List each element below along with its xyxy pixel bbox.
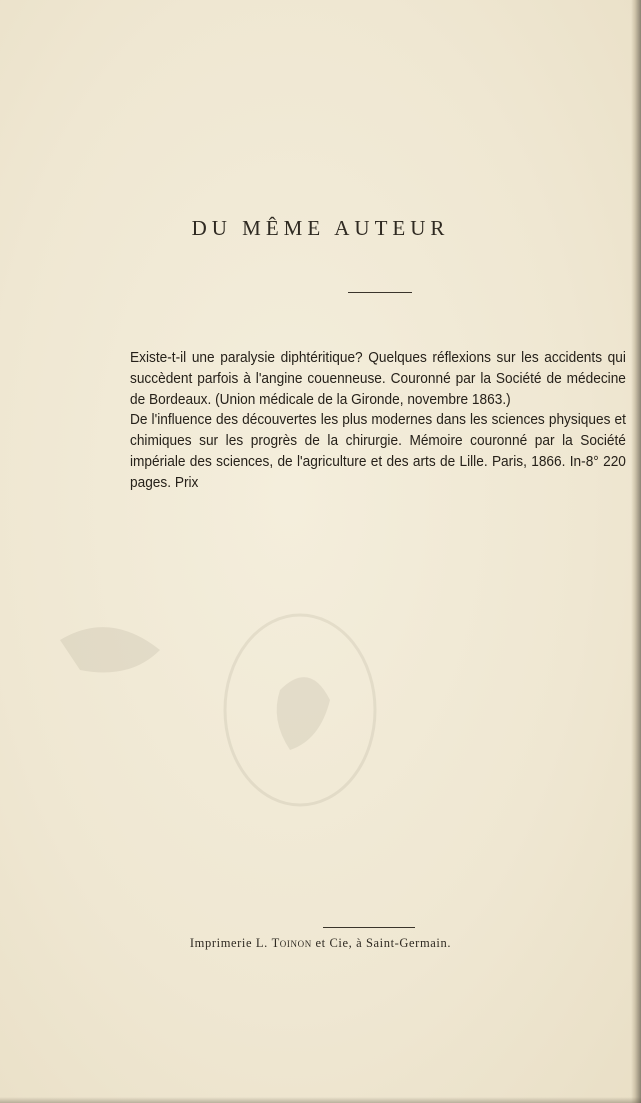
show-through-emblem <box>40 600 380 820</box>
printer-imprint <box>0 936 641 951</box>
bibliography-entry: De l'influence des découvertes les plus modernes dans les sciences physiques et chimiques sur les progrès de la chirurgie. Mémoire couronné par la Société impériale des sciences, de l'agriculture et des arts de Lille. Paris, 1866. In-8° 220 pages. Prix <box>130 411 626 491</box>
imprint-printer-name: Toinon <box>271 936 312 950</box>
imprint-prefix: Imprimerie L. <box>189 936 272 950</box>
bibliography-list <box>130 348 626 494</box>
heading-divider <box>348 292 412 293</box>
imprint-suffix: et Cie, à Saint-Germain. <box>311 936 452 950</box>
page-heading: DU MÊME AUTEUR <box>191 216 450 240</box>
bibliography-entry: Existe-t-il une paralysie diphtéritique? Quelques réflexions sur les accidents qui succèdent parfois à l'angine couenneuse. Couronné par la Société de médecine de Bordeaux. (Union médicale de la Gironde, novembre 1863.) <box>130 349 626 408</box>
imprint-divider <box>323 927 415 928</box>
page-bottom-shadow <box>0 1097 641 1103</box>
